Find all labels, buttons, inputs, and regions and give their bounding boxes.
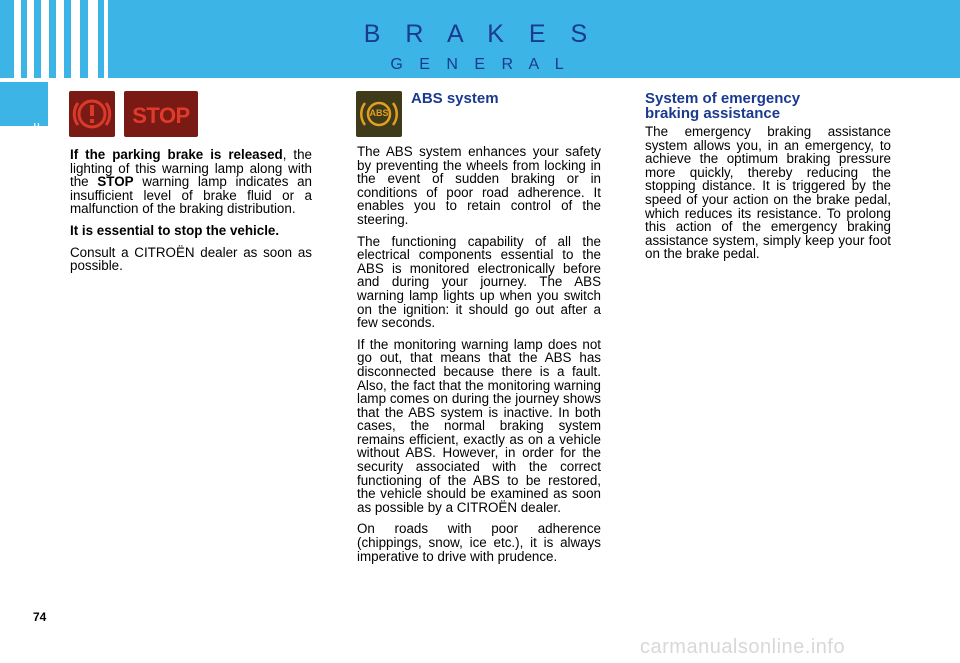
consult-dealer-paragraph: Consult a CITROËN dealer as soon as possible. xyxy=(70,244,312,274)
abs-warning-icon xyxy=(356,91,402,137)
stop-word: STOP xyxy=(97,174,134,190)
abs-paragraph: If the monitoring warning lamp does not go out, that means that the ABS has disconnected because there is a fault. Also, the fact that the monitoring warning lamp comes on during the journey shows that the ABS system is inactive. In both cases, the normal braking system remains efficient, exactly as on a vehicle without ABS. However, in order for the security associated with the correct functioning of the ABS to be restored, the vehicle should be examined as soon as possible by a CITROËN dealer. xyxy=(357,336,601,515)
chapter-tab-label: II xyxy=(33,120,41,135)
page-number: 74 xyxy=(33,610,47,624)
parking-brake-text-b: warning lamp indicates an insufficient level of brake fluid or a malfunction of the braking distribution. xyxy=(70,174,313,217)
left-column xyxy=(70,148,312,281)
abs-paragraph: The functioning capability of all the electrical components essential to the ABS is monitored electronically before and during your journey. The ABS warning lamp lights up when you switch on the ignition: it should go out after a few seconds. xyxy=(357,233,601,331)
emergency-braking-paragraph: The emergency braking assistance system allows you, in an emergency, to achieve the optimum braking pressure more quickly, thereby reducing the stopping distance. It is triggered by the speed of your action on the brake pedal, which reduces its resistance. To prolong this action of the emergency braking assistance system, simply keep your foot on the brake pedal. xyxy=(645,124,891,262)
stop-warning-icon xyxy=(124,91,198,137)
middle-column xyxy=(357,145,601,571)
page-subtitle: G E N E R A L xyxy=(390,56,570,73)
parking-brake-warning-icon xyxy=(69,91,115,137)
emergency-braking-heading: System of emergency braking assistance xyxy=(645,90,801,122)
right-column xyxy=(645,125,891,269)
abs-heading: ABS system xyxy=(411,90,499,107)
stop-icon-text: STOP xyxy=(132,103,190,128)
parking-brake-lead: If the parking brake is released xyxy=(70,147,283,162)
essential-stop-paragraph: It is essential to stop the vehicle. xyxy=(70,222,280,238)
page-title: B R A K E S xyxy=(363,20,597,48)
abs-paragraph: On roads with poor adherence (chippings, snow, ice etc.), it is always imperative to drive with prudence. xyxy=(357,521,601,564)
parking-brake-paragraph xyxy=(70,148,312,216)
watermark: carmanualsonline.info xyxy=(640,636,846,658)
abs-icon-text: ABS xyxy=(369,108,389,118)
chapter-tab xyxy=(0,82,48,135)
parking-brake-text-a: , the lighting of this warning lamp along with the xyxy=(70,147,313,190)
abs-paragraph: The ABS system enhances your safety by preventing the wheels from locking in the event of sudden braking or in conditions of poor road adherence. It enables you to retain control of the steering. xyxy=(357,144,601,227)
